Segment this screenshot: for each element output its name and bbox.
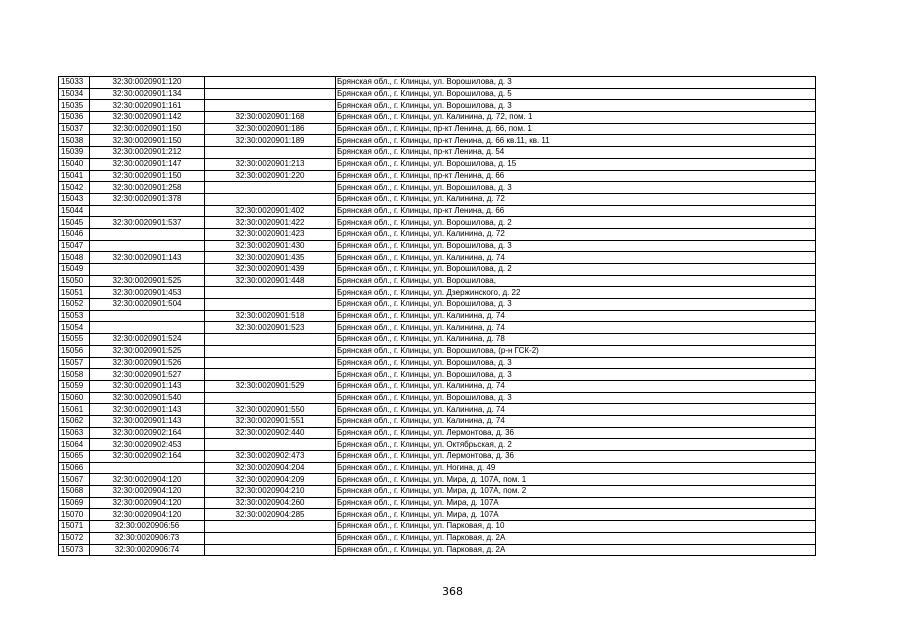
object-number-cell: 32:30:0020901:551 bbox=[205, 415, 336, 427]
object-number-cell bbox=[205, 147, 336, 159]
table-row bbox=[59, 415, 816, 427]
parcel-number-cell: 32:30:0020901:504 bbox=[90, 299, 205, 311]
row-number-cell: 15069 bbox=[59, 497, 90, 509]
parcel-number-cell: 32:30:0020902:164 bbox=[90, 451, 205, 463]
object-number-cell bbox=[205, 392, 336, 404]
object-number-cell bbox=[205, 334, 336, 346]
parcel-number-cell bbox=[90, 228, 205, 240]
table-row bbox=[59, 193, 816, 205]
parcel-number-cell: 32:30:0020901:120 bbox=[90, 77, 205, 89]
object-number-cell bbox=[205, 88, 336, 100]
property-table-body bbox=[59, 77, 816, 556]
table-row bbox=[59, 322, 816, 334]
address-cell: Брянская обл., г. Клинцы, ул. Парковая, д. 2А bbox=[336, 532, 816, 544]
table-row bbox=[59, 404, 816, 416]
address-cell: Брянская обл., г. Клинцы, ул. Мира, д. 107А, пом. 2 bbox=[336, 486, 816, 498]
address-cell: Брянская обл., г. Клинцы, ул. Калинина, д. 74 bbox=[336, 404, 816, 416]
parcel-number-cell bbox=[90, 205, 205, 217]
table-row bbox=[59, 521, 816, 533]
address-cell: Брянская обл., г. Клинцы, пр-кт Ленина, д. 66 bbox=[336, 170, 816, 182]
row-number-cell: 15047 bbox=[59, 240, 90, 252]
object-number-cell: 32:30:0020901:186 bbox=[205, 123, 336, 135]
table-row bbox=[59, 287, 816, 299]
parcel-number-cell: 32:30:0020901:453 bbox=[90, 287, 205, 299]
address-cell: Брянская обл., г. Клинцы, ул. Калинина, д. 74 bbox=[336, 380, 816, 392]
address-cell: Брянская обл., г. Клинцы, ул. Ворошилова, д. 3 bbox=[336, 392, 816, 404]
row-number-cell: 15038 bbox=[59, 135, 90, 147]
table-row bbox=[59, 112, 816, 124]
row-number-cell: 15054 bbox=[59, 322, 90, 334]
object-number-cell: 32:30:0020901:402 bbox=[205, 205, 336, 217]
object-number-cell: 32:30:0020901:518 bbox=[205, 310, 336, 322]
table-row bbox=[59, 158, 816, 170]
parcel-number-cell: 32:30:0020901:378 bbox=[90, 193, 205, 205]
parcel-number-cell: 32:30:0020901:143 bbox=[90, 380, 205, 392]
object-number-cell bbox=[205, 369, 336, 381]
table-row bbox=[59, 544, 816, 556]
table-row bbox=[59, 240, 816, 252]
row-number-cell: 15055 bbox=[59, 334, 90, 346]
table-row bbox=[59, 532, 816, 544]
table-row bbox=[59, 509, 816, 521]
object-number-cell: 32:30:0020901:435 bbox=[205, 252, 336, 264]
row-number-cell: 15062 bbox=[59, 415, 90, 427]
address-cell: Брянская обл., г. Клинцы, ул. Мира, д. 107А, пом. 1 bbox=[336, 474, 816, 486]
object-number-cell bbox=[205, 521, 336, 533]
row-number-cell: 15036 bbox=[59, 112, 90, 124]
page-number: 368 bbox=[442, 585, 463, 598]
table-row bbox=[59, 462, 816, 474]
address-cell: Брянская обл., г. Клинцы, ул. Ворошилова, д. 2 bbox=[336, 264, 816, 276]
object-number-cell: 32:30:0020901:423 bbox=[205, 228, 336, 240]
row-number-cell: 15064 bbox=[59, 439, 90, 451]
row-number-cell: 15043 bbox=[59, 193, 90, 205]
object-number-cell: 32:30:0020901:430 bbox=[205, 240, 336, 252]
parcel-number-cell: 32:30:0020904:120 bbox=[90, 497, 205, 509]
parcel-number-cell bbox=[90, 322, 205, 334]
object-number-cell: 32:30:0020902:473 bbox=[205, 451, 336, 463]
address-cell: Брянская обл., г. Клинцы, ул. Мира, д. 107А bbox=[336, 497, 816, 509]
address-cell: Брянская обл., г. Клинцы, пр-кт Ленина, д. 66, пом. 1 bbox=[336, 123, 816, 135]
address-cell: Брянская обл., г. Клинцы, ул. Октябрьская, д. 2 bbox=[336, 439, 816, 451]
row-number-cell: 15049 bbox=[59, 264, 90, 276]
object-number-cell: 32:30:0020901:213 bbox=[205, 158, 336, 170]
parcel-number-cell: 32:30:0020904:120 bbox=[90, 474, 205, 486]
parcel-number-cell: 32:30:0020901:527 bbox=[90, 369, 205, 381]
address-cell: Брянская обл., г. Клинцы, ул. Ворошилова, д. 5 bbox=[336, 88, 816, 100]
object-number-cell bbox=[205, 532, 336, 544]
address-cell: Брянская обл., г. Клинцы, ул. Калинина, д. 74 bbox=[336, 310, 816, 322]
address-cell: Брянская обл., г. Клинцы, ул. Мира, д. 107А bbox=[336, 509, 816, 521]
object-number-cell: 32:30:0020901:523 bbox=[205, 322, 336, 334]
object-number-cell bbox=[205, 100, 336, 112]
table-row bbox=[59, 345, 816, 357]
address-cell: Брянская обл., г. Клинцы, ул. Ворошилова, д. 3 bbox=[336, 357, 816, 369]
parcel-number-cell: 32:30:0020902:164 bbox=[90, 427, 205, 439]
object-number-cell bbox=[205, 77, 336, 89]
parcel-number-cell: 32:30:0020901:258 bbox=[90, 182, 205, 194]
parcel-number-cell: 32:30:0020901:150 bbox=[90, 170, 205, 182]
row-number-cell: 15068 bbox=[59, 486, 90, 498]
object-number-cell: 32:30:0020901:220 bbox=[205, 170, 336, 182]
table-row bbox=[59, 369, 816, 381]
row-number-cell: 15046 bbox=[59, 228, 90, 240]
parcel-number-cell: 32:30:0020901:526 bbox=[90, 357, 205, 369]
object-number-cell bbox=[205, 182, 336, 194]
row-number-cell: 15052 bbox=[59, 299, 90, 311]
object-number-cell bbox=[205, 345, 336, 357]
parcel-number-cell: 32:30:0020901:134 bbox=[90, 88, 205, 100]
property-table bbox=[58, 76, 816, 556]
parcel-number-cell: 32:30:0020904:120 bbox=[90, 509, 205, 521]
object-number-cell: 32:30:0020904:210 bbox=[205, 486, 336, 498]
table-row bbox=[59, 392, 816, 404]
parcel-number-cell: 32:30:0020901:143 bbox=[90, 404, 205, 416]
address-cell: Брянская обл., г. Клинцы, ул. Дзержинского, д. 22 bbox=[336, 287, 816, 299]
object-number-cell: 32:30:0020904:204 bbox=[205, 462, 336, 474]
table-row bbox=[59, 275, 816, 287]
address-cell: Брянская обл., г. Клинцы, ул. Ворошилова, д. 3 bbox=[336, 182, 816, 194]
parcel-number-cell: 32:30:0020901:537 bbox=[90, 217, 205, 229]
address-cell: Брянская обл., г. Клинцы, ул. Калинина, д. 78 bbox=[336, 334, 816, 346]
address-cell: Брянская обл., г. Клинцы, пр-кт Ленина, д. 66 bbox=[336, 205, 816, 217]
row-number-cell: 15063 bbox=[59, 427, 90, 439]
parcel-number-cell: 32:30:0020904:120 bbox=[90, 486, 205, 498]
address-cell: Брянская обл., г. Клинцы, ул. Калинина, д. 72 bbox=[336, 228, 816, 240]
object-number-cell bbox=[205, 439, 336, 451]
row-number-cell: 15051 bbox=[59, 287, 90, 299]
object-number-cell: 32:30:0020901:439 bbox=[205, 264, 336, 276]
table-row bbox=[59, 497, 816, 509]
table-row bbox=[59, 135, 816, 147]
table-row bbox=[59, 334, 816, 346]
object-number-cell: 32:30:0020901:529 bbox=[205, 380, 336, 392]
parcel-number-cell: 32:30:0020901:540 bbox=[90, 392, 205, 404]
table-row bbox=[59, 252, 816, 264]
row-number-cell: 15073 bbox=[59, 544, 90, 556]
row-number-cell: 15053 bbox=[59, 310, 90, 322]
table-row bbox=[59, 357, 816, 369]
table-row bbox=[59, 100, 816, 112]
row-number-cell: 15040 bbox=[59, 158, 90, 170]
row-number-cell: 15035 bbox=[59, 100, 90, 112]
row-number-cell: 15042 bbox=[59, 182, 90, 194]
address-cell: Брянская обл., г. Клинцы, ул. Ворошилова, д. 3 bbox=[336, 100, 816, 112]
address-cell: Брянская обл., г. Клинцы, ул. Ворошилова, д. 3 bbox=[336, 240, 816, 252]
row-number-cell: 15039 bbox=[59, 147, 90, 159]
table-row bbox=[59, 299, 816, 311]
row-number-cell: 15045 bbox=[59, 217, 90, 229]
row-number-cell: 15041 bbox=[59, 170, 90, 182]
address-cell: Брянская обл., г. Клинцы, ул. Калинина, д. 72 bbox=[336, 193, 816, 205]
parcel-number-cell: 32:30:0020901:142 bbox=[90, 112, 205, 124]
object-number-cell bbox=[205, 287, 336, 299]
address-cell: Брянская обл., г. Клинцы, ул. Ногина, д. 49 bbox=[336, 462, 816, 474]
table-row bbox=[59, 228, 816, 240]
address-cell: Брянская обл., г. Клинцы, пр-кт Ленина, д. 66 кв.11, кв. 11 bbox=[336, 135, 816, 147]
table-row bbox=[59, 77, 816, 89]
address-cell: Брянская обл., г. Клинцы, ул. Ворошилова, д. 15 bbox=[336, 158, 816, 170]
address-cell: Брянская обл., г. Клинцы, ул. Парковая, д. 2А bbox=[336, 544, 816, 556]
table-row bbox=[59, 310, 816, 322]
parcel-number-cell: 32:30:0020906:74 bbox=[90, 544, 205, 556]
address-cell: Брянская обл., г. Клинцы, ул. Калинина, д. 72, пом. 1 bbox=[336, 112, 816, 124]
object-number-cell: 32:30:0020901:422 bbox=[205, 217, 336, 229]
table-row bbox=[59, 88, 816, 100]
parcel-number-cell: 32:30:0020901:147 bbox=[90, 158, 205, 170]
object-number-cell bbox=[205, 544, 336, 556]
parcel-number-cell: 32:30:0020901:143 bbox=[90, 252, 205, 264]
table-row bbox=[59, 217, 816, 229]
parcel-number-cell bbox=[90, 462, 205, 474]
object-number-cell bbox=[205, 193, 336, 205]
object-number-cell: 32:30:0020901:550 bbox=[205, 404, 336, 416]
row-number-cell: 15061 bbox=[59, 404, 90, 416]
parcel-number-cell: 32:30:0020901:150 bbox=[90, 135, 205, 147]
row-number-cell: 15034 bbox=[59, 88, 90, 100]
parcel-number-cell: 32:30:0020906:73 bbox=[90, 532, 205, 544]
parcel-number-cell: 32:30:0020901:143 bbox=[90, 415, 205, 427]
address-cell: Брянская обл., г. Клинцы, ул. Лермонтова, д. 36 bbox=[336, 451, 816, 463]
parcel-number-cell: 32:30:0020901:525 bbox=[90, 345, 205, 357]
address-cell: Брянская обл., г. Клинцы, ул. Парковая, д. 10 bbox=[336, 521, 816, 533]
address-cell: Брянская обл., г. Клинцы, ул. Калинина, д. 74 bbox=[336, 252, 816, 264]
table-row bbox=[59, 451, 816, 463]
table-row bbox=[59, 264, 816, 276]
object-number-cell: 32:30:0020904:209 bbox=[205, 474, 336, 486]
parcel-number-cell: 32:30:0020901:212 bbox=[90, 147, 205, 159]
address-cell: Брянская обл., г. Клинцы, ул. Ворошилова, bbox=[336, 275, 816, 287]
parcel-number-cell: 32:30:0020906:56 bbox=[90, 521, 205, 533]
object-number-cell: 32:30:0020901:168 bbox=[205, 112, 336, 124]
row-number-cell: 15056 bbox=[59, 345, 90, 357]
table-row bbox=[59, 486, 816, 498]
row-number-cell: 15033 bbox=[59, 77, 90, 89]
parcel-number-cell: 32:30:0020901:161 bbox=[90, 100, 205, 112]
object-number-cell: 32:30:0020902:440 bbox=[205, 427, 336, 439]
parcel-number-cell: 32:30:0020901:524 bbox=[90, 334, 205, 346]
address-cell: Брянская обл., г. Клинцы, ул. Калинина, д. 74 bbox=[336, 322, 816, 334]
row-number-cell: 15060 bbox=[59, 392, 90, 404]
parcel-number-cell: 32:30:0020902:453 bbox=[90, 439, 205, 451]
address-cell: Брянская обл., г. Клинцы, ул. Ворошилова, д. 3 bbox=[336, 369, 816, 381]
parcel-number-cell: 32:30:0020901:525 bbox=[90, 275, 205, 287]
row-number-cell: 15048 bbox=[59, 252, 90, 264]
parcel-number-cell bbox=[90, 310, 205, 322]
address-cell: Брянская обл., г. Клинцы, ул. Лермонтова, д. 36 bbox=[336, 427, 816, 439]
table-row bbox=[59, 474, 816, 486]
address-cell: Брянская обл., г. Клинцы, ул. Ворошилова, д. 2 bbox=[336, 217, 816, 229]
parcel-number-cell bbox=[90, 264, 205, 276]
table-row bbox=[59, 439, 816, 451]
parcel-number-cell bbox=[90, 240, 205, 252]
address-cell: Брянская обл., г. Клинцы, пр-кт Ленина, д. 54 bbox=[336, 147, 816, 159]
address-cell: Брянская обл., г. Клинцы, ул. Ворошилова, д. 3 bbox=[336, 77, 816, 89]
object-number-cell: 32:30:0020904:285 bbox=[205, 509, 336, 521]
row-number-cell: 15065 bbox=[59, 451, 90, 463]
object-number-cell: 32:30:0020901:189 bbox=[205, 135, 336, 147]
object-number-cell bbox=[205, 299, 336, 311]
table-row bbox=[59, 123, 816, 135]
table-row bbox=[59, 205, 816, 217]
row-number-cell: 15071 bbox=[59, 521, 90, 533]
row-number-cell: 15066 bbox=[59, 462, 90, 474]
row-number-cell: 15050 bbox=[59, 275, 90, 287]
row-number-cell: 15044 bbox=[59, 205, 90, 217]
row-number-cell: 15058 bbox=[59, 369, 90, 381]
table-row bbox=[59, 147, 816, 159]
row-number-cell: 15067 bbox=[59, 474, 90, 486]
table-row bbox=[59, 427, 816, 439]
object-number-cell bbox=[205, 357, 336, 369]
table-row bbox=[59, 182, 816, 194]
row-number-cell: 15059 bbox=[59, 380, 90, 392]
table-row bbox=[59, 170, 816, 182]
row-number-cell: 15072 bbox=[59, 532, 90, 544]
object-number-cell: 32:30:0020904:260 bbox=[205, 497, 336, 509]
address-cell: Брянская обл., г. Клинцы, ул. Ворошилова, д. 3 bbox=[336, 299, 816, 311]
object-number-cell: 32:30:0020901:448 bbox=[205, 275, 336, 287]
row-number-cell: 15057 bbox=[59, 357, 90, 369]
table-row bbox=[59, 380, 816, 392]
row-number-cell: 15037 bbox=[59, 123, 90, 135]
address-cell: Брянская обл., г. Клинцы, ул. Калинина, д. 74 bbox=[336, 415, 816, 427]
parcel-number-cell: 32:30:0020901:150 bbox=[90, 123, 205, 135]
row-number-cell: 15070 bbox=[59, 509, 90, 521]
address-cell: Брянская обл., г. Клинцы, ул. Ворошилова, (р-н ГСК-2) bbox=[336, 345, 816, 357]
